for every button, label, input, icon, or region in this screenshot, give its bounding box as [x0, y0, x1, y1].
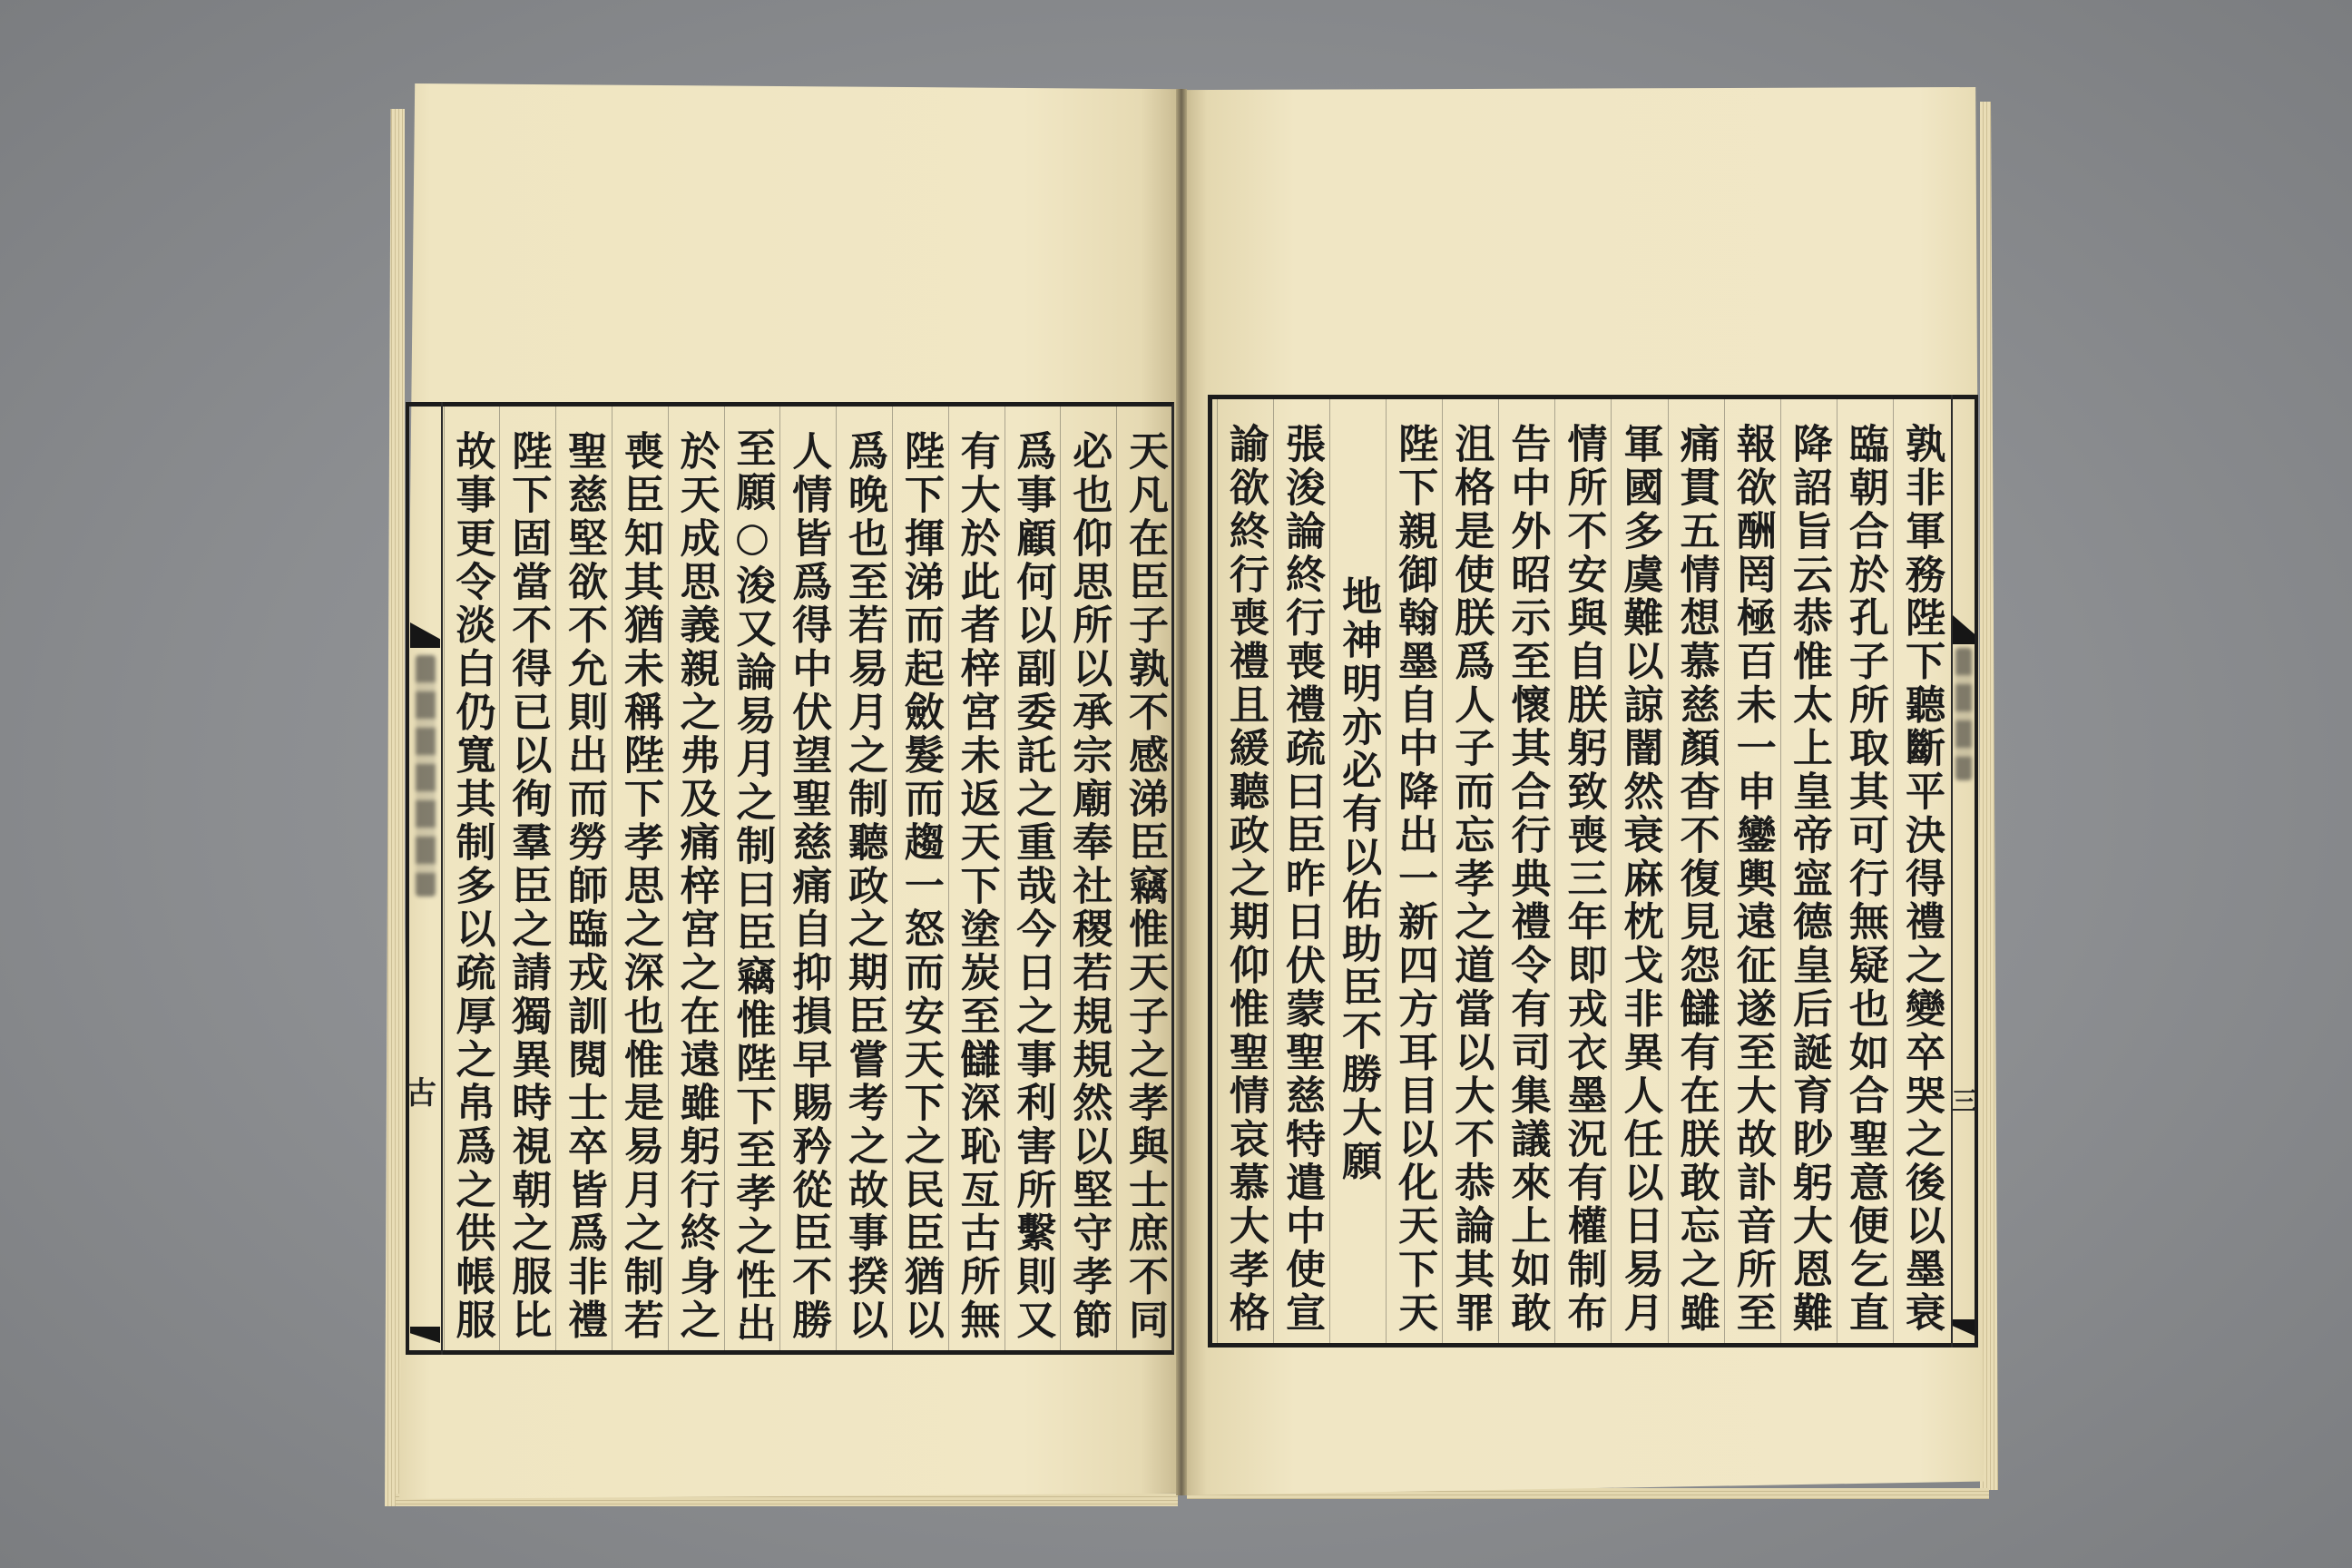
- text-column: 有大於此者梓宮未返天下塗炭至讎深恥亙古所無: [948, 407, 1004, 1350]
- text-column: 臨朝合於孔子所取其可行無疑也如合聖意便乞直: [1837, 399, 1893, 1343]
- text-column: 至願○浚又論易月之制曰臣竊惟陛下至孝之性出: [724, 407, 780, 1350]
- text-column: 爲事顧何以副委託之重哉今日之事利害所繫則又: [1004, 407, 1061, 1350]
- right-fold-margin-title: [1955, 648, 1972, 780]
- text-column: 必也仰思所以承宗廟奉社稷若規規然以堅守孝節: [1060, 407, 1116, 1350]
- text-column: 天凡在臣子孰不感涕臣竊惟天子之孝與士庶不同: [1116, 407, 1172, 1350]
- right-page-number: 三: [1952, 1086, 1978, 1116]
- text-column: 孰非軍務陛下聽斷平決得禮之變卒哭之後以墨衰: [1893, 399, 1949, 1343]
- text-column: 聖慈堅欲不允則出而勞師臨戎訓閱士卒皆爲非禮: [555, 407, 612, 1350]
- text-column: 陛下揮涕而起斂髮而趨一怒而安天下之民臣猶以: [892, 407, 948, 1350]
- right-page-edge-stack: [1980, 102, 1998, 1490]
- text-column: 報欲酬罔極百未一申鑾輿遠征遂至大故訃音所至: [1724, 399, 1780, 1343]
- book-spine: [1176, 89, 1187, 1495]
- text-column: 張浚論終行喪禮疏曰臣昨日伏蒙聖慈特遣中使宣: [1273, 399, 1329, 1343]
- text-column: 喪臣知其猶未稱陛下孝思之深也惟是易月之制若: [612, 407, 668, 1350]
- left-page-number: 古: [406, 1075, 436, 1112]
- text-column: 故事更令淡白仍寬其制多以疏厚之帛爲之供帳服: [444, 407, 500, 1350]
- right-fold-margin-line: [1951, 395, 1953, 1348]
- text-column: 告中外昭示至懷其合行典禮令有司集議來上如敢: [1498, 399, 1554, 1343]
- text-column: 地神明亦必有以佑助臣不勝大願: [1329, 399, 1386, 1343]
- text-column: 人情皆爲得中伏望聖慈痛自抑損早賜矜從臣不勝: [779, 407, 836, 1350]
- text-column: 痛貫五情想慕慈顏杳不復見怨讎有在朕敢忘之雖: [1668, 399, 1724, 1343]
- left-page-text-columns: [443, 407, 1172, 1350]
- left-fold-margin-title: [416, 655, 436, 897]
- text-column: 軍國多虞難以諒闇然衰麻枕戈非異人任以日易月: [1611, 399, 1667, 1343]
- text-column: 陛下固當不得已以徇羣臣之請獨異時視朝之服比: [499, 407, 555, 1350]
- text-column: 情所不安與自朕躬致喪三年即戎衣墨況有權制布: [1554, 399, 1611, 1343]
- text-column: 陛下親御翰墨自中降出一新四方耳目以化天下天: [1386, 399, 1442, 1343]
- text-column: 降詔旨云恭惟太上皇帝寍德皇后誕育眇躬大恩難: [1780, 399, 1837, 1343]
- text-column: 諭欲終行喪禮且緩聽政之期仰惟聖情哀慕大孝格: [1217, 399, 1273, 1343]
- text-column: 沮格是使朕爲人子而忘孝之道當以大不恭論其罪: [1442, 399, 1498, 1343]
- right-page-text-columns: [1216, 399, 1949, 1343]
- text-column: 爲晚也至若易月之制聽政之期臣嘗考之故事揆以: [836, 407, 892, 1350]
- text-column: 於天成思義親之弗及痛梓宮之在遠雖躬行終身之: [668, 407, 724, 1350]
